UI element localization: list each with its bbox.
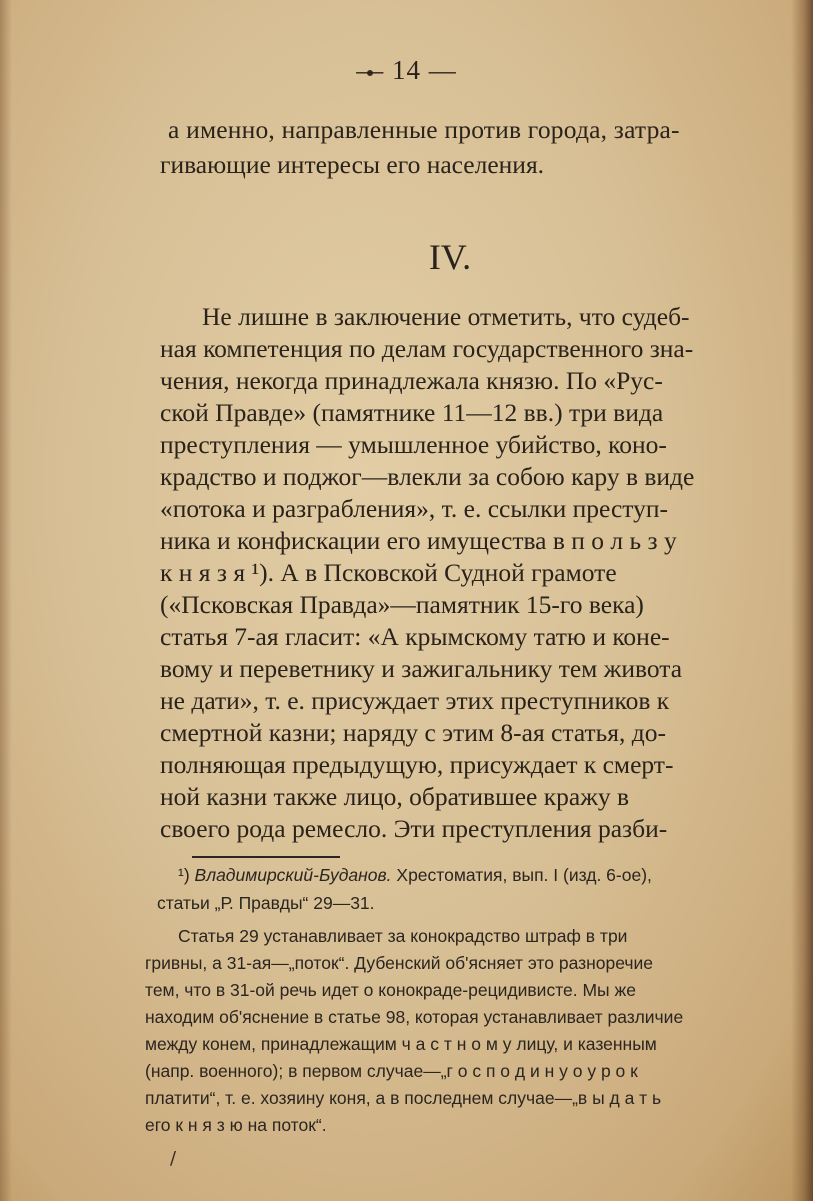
body-line: ника и конфискации его имущества в п о л ь з у (160, 526, 677, 555)
page-left-edge-shadow (0, 0, 12, 1201)
footnote-line: платити“, т. е. хозяину коня, а в последнем случае—„в ы д а т ь (145, 1088, 662, 1108)
footnote-line: гривны, а 31-ая—„поток“. Дубенский об'ясняет это разноречие (145, 953, 654, 973)
footnote-line: (напр. военного); в первом случае—„г о с п о д и н у о у р о к (145, 1061, 638, 1081)
body-line: ной казни также лицо, обратившее кражу в (160, 782, 629, 811)
footnote-work: Хрестоматия, вып. I (изд. 6-ое), (396, 865, 652, 885)
footnote-line: тем, что в 31-ой речь идет о конокраде-рецидивисте. Мы же (145, 980, 636, 1000)
footnote-articles: статьи „Р. Правды“ 29—31. (157, 893, 375, 913)
section-heading: IV. (428, 237, 472, 277)
body-line: ная компетенция по делам государственного зна- (160, 334, 694, 363)
footnote-line: его к н я з ю на поток“. (145, 1115, 327, 1135)
body-line: («Псковская Правда»—памятник 15-го века) (160, 590, 644, 619)
body-line: не дати», т. е. присуждает этих преступников к (160, 686, 670, 715)
footnote-rule (192, 856, 340, 858)
body-line: вому и переветнику и зажигальнику тем живота (160, 654, 683, 683)
body-line: Не лишне в заключение отметить, что судеб- (202, 302, 690, 331)
footnote-line: находим об'яснение в статье 98, которая устанавливает различие (145, 1007, 684, 1027)
body-line: чения, некогда принадлежала князю. По «Рус- (160, 366, 663, 395)
footnote-line: Статья 29 устанавливает за конокрадство штраф в три (178, 926, 628, 946)
page-right-edge-shadow (791, 0, 813, 1201)
body-line: своего рода ремесло. Эти преступления разби- (160, 814, 668, 843)
footnote-source (178, 865, 652, 886)
footnote-line: между конем, принадлежащим ч а с т н о м у лицу, и казенным (145, 1034, 657, 1054)
body-line: преступления — умышленное убийство, коно- (160, 430, 667, 459)
intro-line: а именно, направленные против города, затра- (168, 115, 680, 144)
body-line: крадство и поджог—влекли за собою кару в виде (160, 462, 695, 491)
pencil-mark: / (170, 1148, 177, 1169)
intro-line: гивающие интересы его населения. (160, 150, 545, 179)
body-line: смертной казни; наряду с этим 8-ая статья, до- (160, 718, 666, 747)
page-number: — 14 — (356, 55, 457, 85)
footnote-mark: ¹) (178, 865, 190, 885)
body-line: статья 7-ая гласит: «А крымскому татю и коне- (160, 622, 670, 651)
body-line: к н я з я ¹). А в Псковской Судной грамоте (160, 558, 617, 587)
body-line: ской Правде» (памятнике 11—12 вв.) три вида (160, 398, 664, 427)
body-line: полняющая предыдущую, присуждает к смерт- (160, 750, 674, 779)
footnote-author: Владимирский-Буданов. (194, 865, 392, 885)
body-line: «потока и разграбления», т. е. ссылки преступ- (160, 494, 668, 523)
